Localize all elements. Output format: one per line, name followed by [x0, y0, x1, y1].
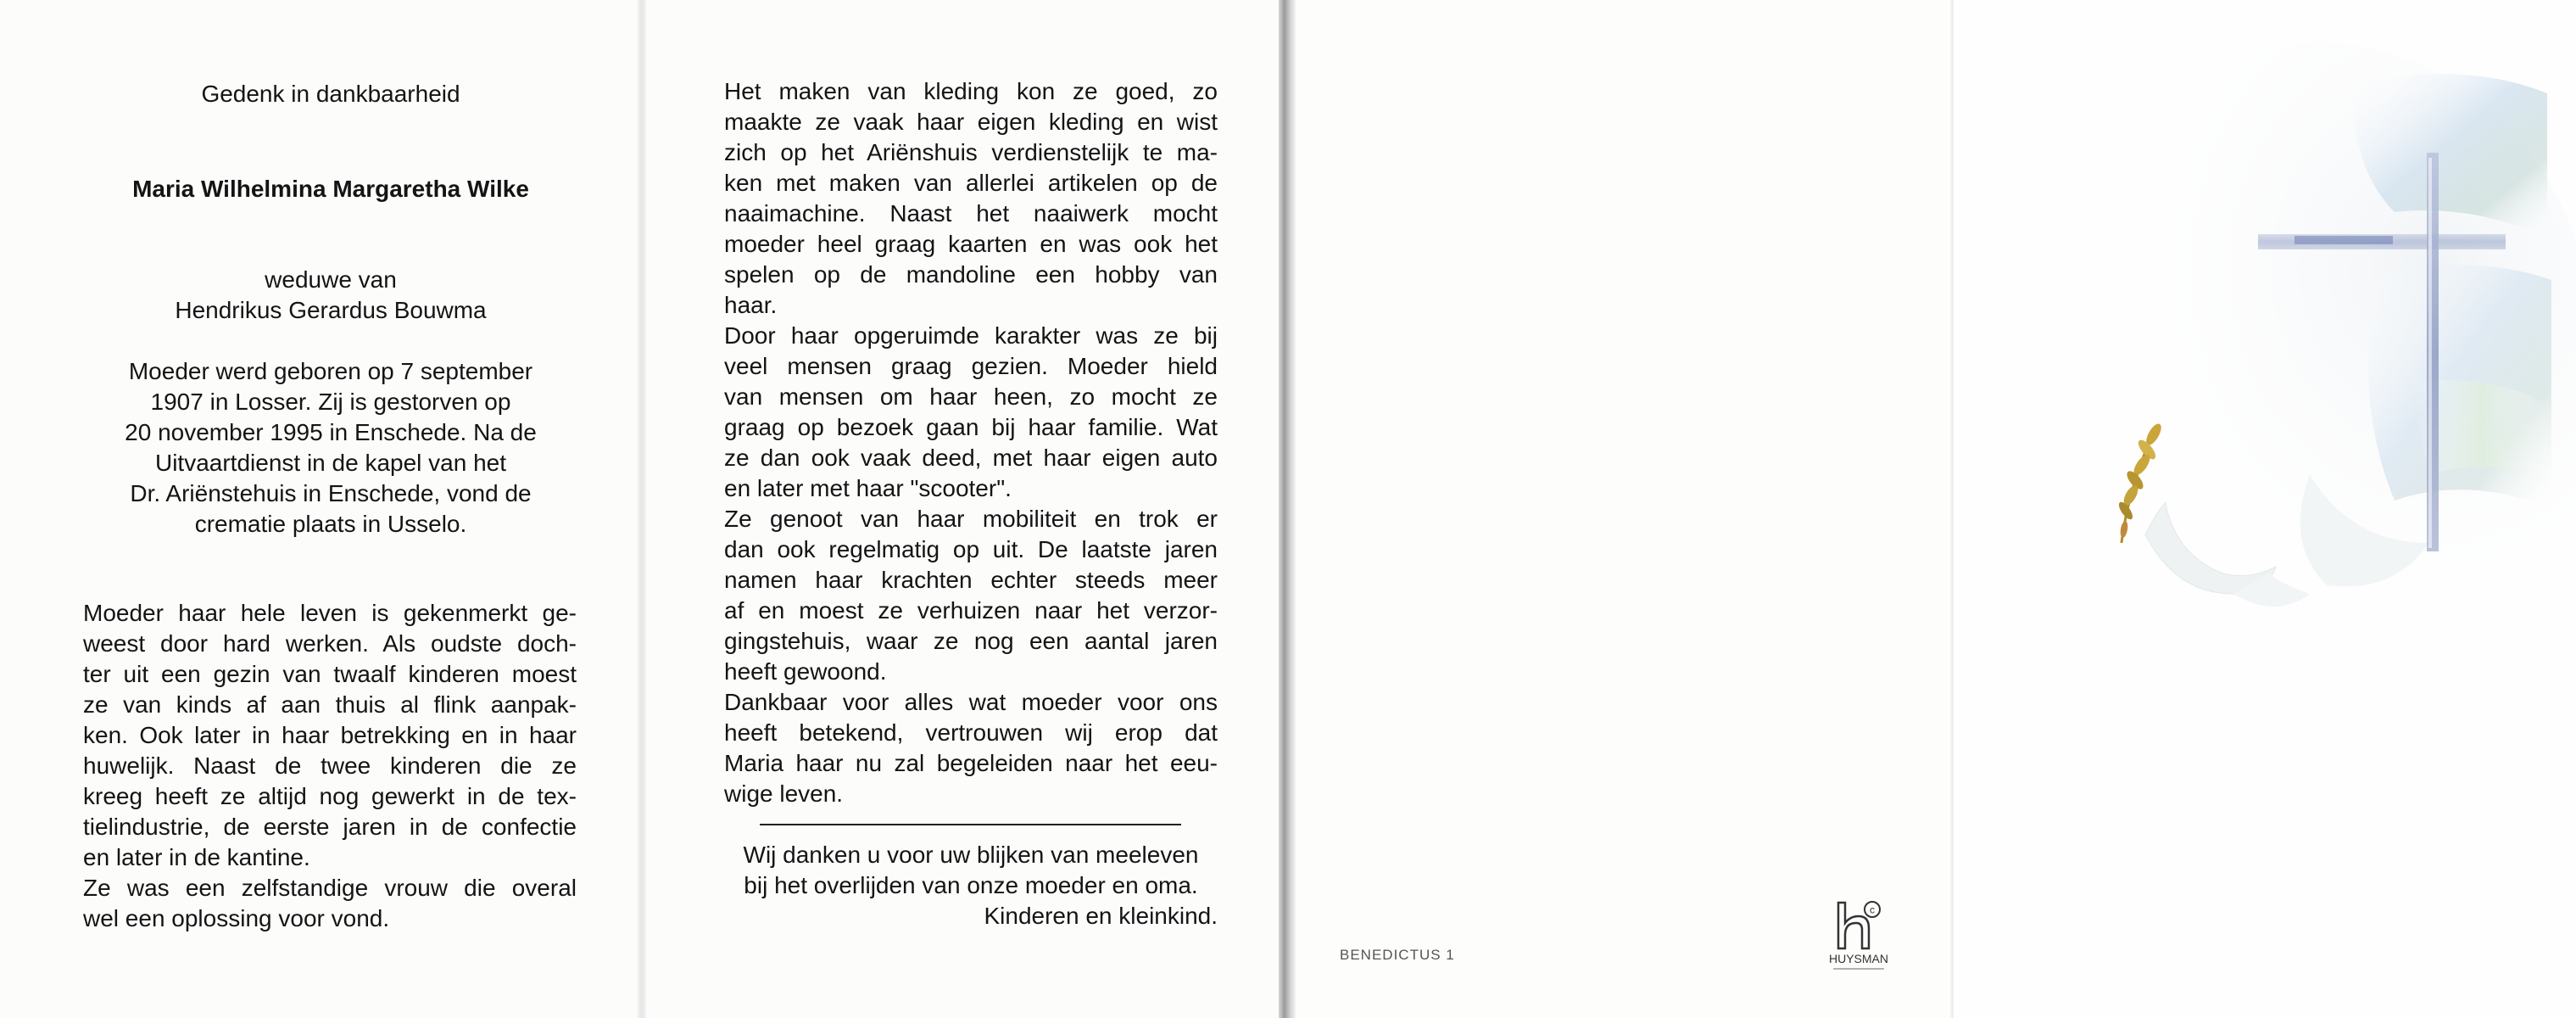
story-line: ken met maken van allerlei artikelen op de: [724, 170, 1218, 196]
life-story-left: [83, 598, 577, 934]
story-line: graag op bezoek gaan bij haar familie. Wat: [724, 414, 1218, 440]
story-line: Dankbaar voor alles wat moeder voor ons: [724, 689, 1218, 715]
life-story-right: [724, 76, 1218, 809]
story-line: kreeg heeft ze altijd nog gewerkt in de tex-: [83, 783, 577, 809]
bio-line: Dr. Ariënstehuis in Enschede, vond de: [130, 480, 532, 506]
family-signoff: Kinderen en kleinkind.: [984, 903, 1218, 929]
story-line: af en moest ze verhuizen naar het verzor-: [724, 597, 1218, 624]
story-line: ken. Ook later in haar betrekking en in haar: [83, 722, 577, 748]
story-line: Ze was een zelfstandige vrouw die overal: [83, 875, 577, 901]
story-line: ze van kinds af aan thuis al flink aanpak-: [83, 691, 577, 718]
story-line: ter uit een gezin van twaalf kinderen moest: [83, 661, 577, 687]
story-line: weest door hard werken. Als oudste doch-: [83, 630, 577, 657]
memorial-heading: Gedenk in dankbaarheid: [201, 81, 460, 107]
biography-paragraph: [85, 356, 577, 540]
thanks-line: Wij danken u voor uw blijken van meeleven: [743, 842, 1199, 868]
deceased-name: Maria Wilhelmina Margaretha Wilke: [132, 176, 529, 202]
bio-line: 20 november 1995 in Enschede. Na de: [125, 419, 537, 445]
story-line: moeder heel graag kaarten en was ook het: [724, 231, 1218, 257]
divider-line: [760, 824, 1181, 825]
back-page: [1292, 0, 1954, 1018]
story-line: maakte ze vaak haar eigen kleding en wist: [724, 109, 1218, 135]
story-line: Maria haar nu zal begeleiden naar het eeu-: [724, 750, 1218, 776]
story-line: en later in de kantine.: [83, 844, 310, 870]
story-line: wel een oplossing voor vond.: [83, 905, 390, 931]
bio-line: Uitvaartdienst in de kapel van het: [154, 450, 507, 476]
bio-line: Moeder werd geboren op 7 september: [128, 358, 533, 384]
story-line: huwelijk. Naast de twee kinderen die ze: [83, 752, 577, 779]
front-artwork: [1954, 0, 2576, 1018]
story-line: namen haar krachten echter steeds meer: [724, 567, 1218, 593]
card-spine: [1279, 0, 1296, 1018]
story-line: gingstehuis, waar ze nog een aantal jaren: [724, 628, 1218, 654]
svg-text:c: c: [1870, 903, 1875, 916]
story-line: Moeder haar hele leven is gekenmerkt ge-: [83, 600, 577, 626]
story-line: heeft betekend, vertrouwen wij erop dat: [724, 719, 1218, 746]
story-line: zich op het Ariënshuis verdienstelijk te ma-: [724, 139, 1218, 165]
card-code: BENEDICTUS 1: [1340, 947, 1455, 963]
thanks-line: bij het overlijden van onze moeder en oma.: [744, 872, 1198, 898]
story-line: Door haar opgeruimde karakter was ze bij: [724, 322, 1218, 349]
widow-of-label: weduwe van: [265, 266, 397, 293]
story-line: van mensen om haar heen, zo mocht ze: [724, 383, 1218, 410]
story-line: ze dan ook vaak deed, met haar eigen auto: [724, 445, 1218, 471]
story-line: heeft gewoond.: [724, 658, 887, 685]
story-line: haar.: [724, 292, 778, 318]
story-line: tielindustrie, de eerste jaren in de confectie: [83, 814, 577, 840]
bio-line: crematie plaats in Usselo.: [194, 511, 467, 537]
bio-line: 1907 in Losser. Zij is gestorven op: [150, 389, 511, 415]
story-line: Het maken van kleding kon ze goed, zo: [724, 78, 1218, 104]
publisher-name: HUYSMAN: [1828, 952, 1888, 965]
story-line: en later met haar "scooter".: [724, 475, 1012, 501]
story-line: wige leven.: [724, 780, 844, 807]
story-line: veel mensen graag gezien. Moeder hield: [724, 353, 1218, 379]
story-line: naaimachine. Naast het naaiwerk mocht: [724, 200, 1218, 227]
story-line: Ze genoot van haar mobiliteit en trok er: [724, 506, 1218, 532]
page-fold: [638, 0, 646, 1018]
story-line: spelen op de mandoline een hobby van: [724, 261, 1218, 288]
story-line: dan ook regelmatig op uit. De laatste jaren: [724, 536, 1218, 562]
husband-name: Hendrikus Gerardus Bouwma: [175, 297, 487, 323]
